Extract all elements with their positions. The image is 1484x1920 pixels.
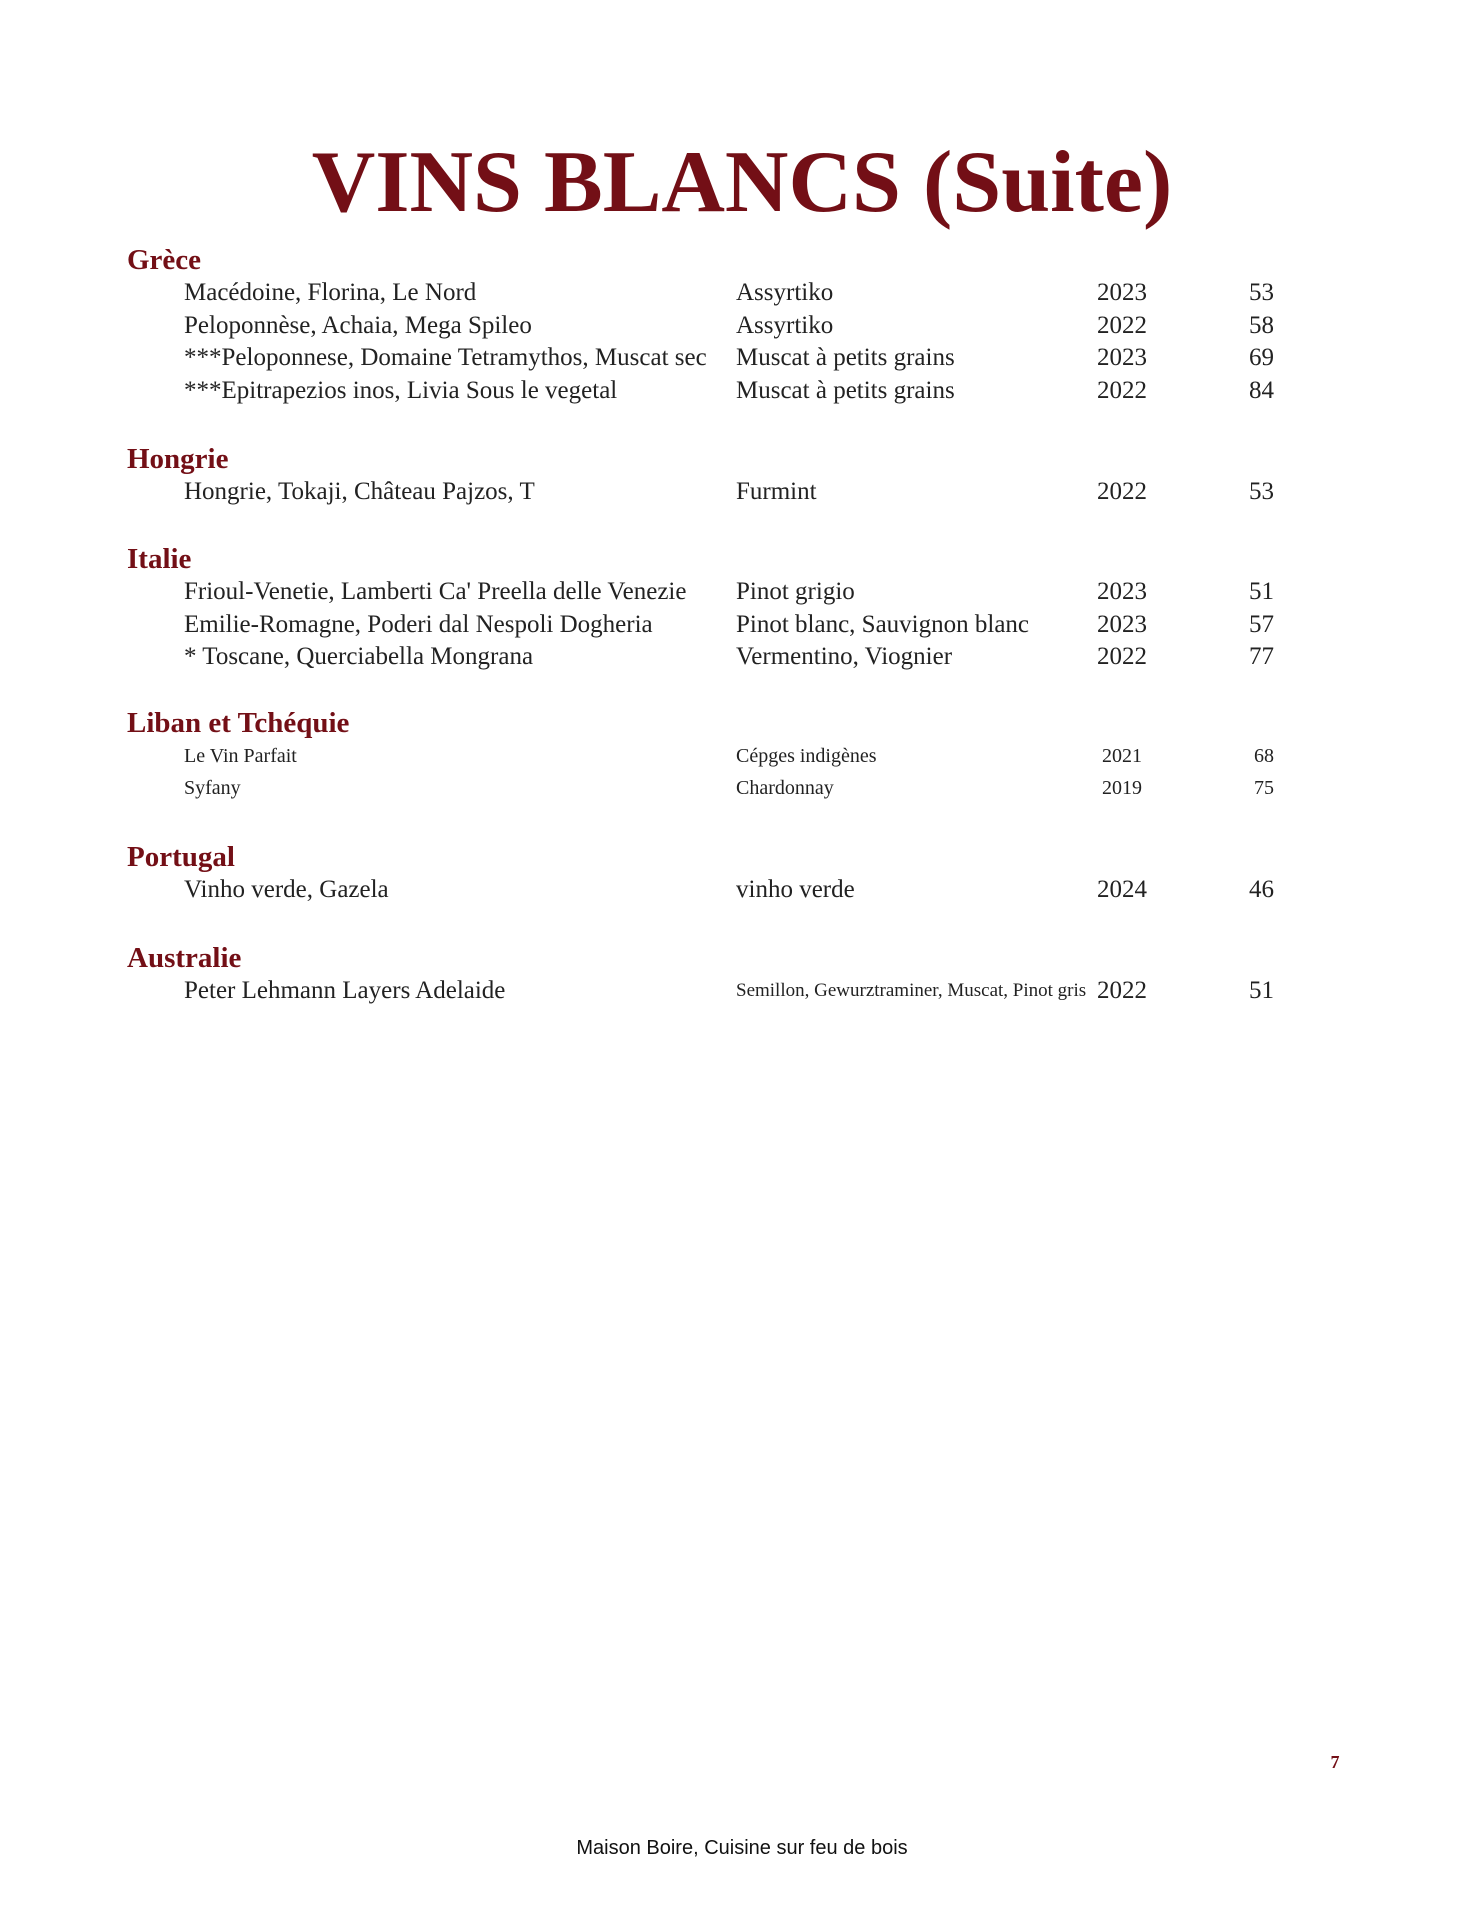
wine-name: Macédoine, Florina, Le Nord — [184, 279, 477, 306]
wine-year: 2022 — [1097, 977, 1147, 1004]
wine-year: 2023 — [1097, 578, 1147, 605]
wine-price: 75 — [1254, 777, 1274, 799]
wine-name: Peloponnèse, Achaia, Mega Spileo — [184, 311, 532, 339]
wine-row — [127, 609, 1327, 642]
wine-name: Le Vin Parfait — [184, 745, 297, 767]
page-title: VINS BLANCS (Suite) — [311, 134, 1173, 231]
wine-price: 69 — [1249, 344, 1274, 371]
wine-price: 53 — [1249, 279, 1274, 306]
wine-name: Vinho verde, Gazela — [184, 876, 389, 903]
section-lebanon-czechia — [127, 706, 1327, 804]
wine-row — [127, 874, 1327, 907]
wine-grape: Furmint — [736, 478, 817, 505]
wine-grape: Chardonnay — [736, 777, 834, 799]
section-title: Portugal — [127, 841, 235, 873]
section-title: Italie — [127, 543, 192, 575]
wine-name: Peter Lehmann Layers Adelaide — [184, 977, 506, 1004]
section-greece — [127, 243, 1327, 407]
section-portugal — [127, 840, 1327, 907]
wine-name: Syfany — [184, 777, 241, 799]
section-hungary — [127, 442, 1327, 509]
wine-grape: Muscat à petits grains — [736, 344, 955, 371]
wine-name: ***Epitrapezios inos, Livia Sous le vegetal — [184, 376, 618, 404]
wine-grape: Assyrtiko — [736, 279, 834, 306]
wine-grape: Pinot blanc, Sauvignon blanc — [736, 610, 1030, 638]
wine-row — [127, 277, 1327, 310]
wine-year: 2022 — [1097, 311, 1147, 339]
wine-price: 53 — [1249, 478, 1274, 505]
wine-grape: Muscat à petits grains — [736, 376, 955, 404]
section-italy — [127, 542, 1327, 674]
wine-name: ***Peloponnese, Domaine Tetramythos, Muscat sec — [184, 344, 707, 371]
wine-year: 2024 — [1097, 876, 1147, 903]
wine-year: 2022 — [1097, 376, 1147, 404]
wine-row — [127, 310, 1327, 343]
wine-price: 51 — [1249, 578, 1274, 605]
wine-row — [127, 641, 1327, 674]
section-title: Australie — [127, 942, 242, 974]
wine-year: 2022 — [1097, 643, 1147, 670]
wine-year: 2023 — [1097, 610, 1147, 638]
wine-row — [127, 342, 1327, 375]
wine-price: 51 — [1249, 977, 1274, 1004]
wine-year: 2022 — [1097, 478, 1147, 505]
wine-grape: Cépges indigènes — [736, 745, 877, 767]
wine-year: 2021 — [1102, 745, 1142, 767]
wine-name: Frioul-Venetie, Lamberti Ca' Preella delle Venezie — [184, 578, 687, 605]
wine-price: 46 — [1249, 876, 1274, 903]
wine-row — [127, 375, 1327, 408]
section-title: Hongrie — [127, 443, 229, 475]
wine-grape: Assyrtiko — [736, 311, 834, 339]
wine-price: 68 — [1254, 745, 1274, 767]
wine-year: 2023 — [1097, 279, 1147, 306]
wine-row — [127, 576, 1327, 609]
wine-price: 57 — [1249, 610, 1274, 638]
section-title: Liban et Tchéquie — [127, 707, 350, 739]
wine-grape: Semillon, Gewurztraminer, Muscat, Pinot gris — [736, 980, 1087, 1001]
wine-grape: Vermentino, Viognier — [736, 643, 953, 670]
footer: Maison Boire, Cuisine sur feu de bois — [576, 1837, 908, 1859]
wine-grape: Pinot grigio — [736, 578, 855, 605]
wine-name: * Toscane, Querciabella Mongrana — [184, 643, 534, 670]
page-number: 7 — [1330, 1752, 1340, 1772]
wine-name: Hongrie, Tokaji, Château Pajzos, T — [184, 478, 535, 505]
section-title: Grèce — [127, 244, 202, 276]
wine-price: 84 — [1249, 376, 1274, 404]
wine-row — [127, 772, 1327, 804]
wine-row — [127, 740, 1327, 772]
wine-year: 2023 — [1097, 344, 1147, 371]
wine-row — [127, 476, 1327, 509]
section-australia — [127, 941, 1327, 1008]
wine-year: 2019 — [1102, 777, 1142, 799]
wine-row — [127, 975, 1327, 1008]
wine-grape: vinho verde — [736, 876, 855, 903]
wine-name: Emilie-Romagne, Poderi dal Nespoli Dogheria — [184, 610, 653, 638]
wine-price: 77 — [1249, 643, 1274, 670]
wine-price: 58 — [1249, 311, 1274, 339]
